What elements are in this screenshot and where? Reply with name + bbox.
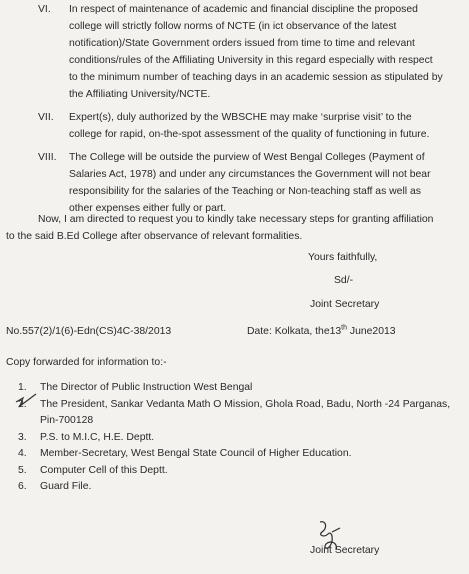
copy-item-number: 3. [18,432,27,443]
clause-number: VIII. [38,152,57,163]
memo-date-suffix: June2013 [347,326,396,337]
request-line: to the said B.Ed College after observance of relevant formalities. [6,231,303,242]
clause-line: Expert(s), duly authorized by the WBSCHE may make ‘surprise visit’ to the [69,112,412,123]
final-designation: Joint Secretary [310,545,380,556]
request-line: Now, I am directed to request you to kindly take necessary steps for granting affiliation [38,214,434,225]
signed-mark: Sd/- [334,275,354,286]
memo-date-prefix: Date: Kolkata, the13 [247,326,342,337]
clause-line: college will strictly follow norms of NCTE (in ict observance of the latest [69,21,397,32]
copy-item-text: Computer Cell of this Deptt. [40,465,168,476]
copy-item-number: 2. [18,399,27,410]
clause-line: The College will be outside the purview of West Bengal Colleges (Payment of [69,152,425,163]
clause-line: the Affiliating University/NCTE. [69,89,211,100]
copy-item-number: 1. [18,382,27,393]
clause-line: other expenses either fully or part. [69,203,227,214]
copy-item-text: Member-Secretary, West Bengal State Council of Higher Education. [40,448,352,459]
yours-faithfully: Yours faithfully, [308,252,378,263]
copy-item-text: The President, Sankar Vedanta Math O Mission, Ghola Road, Badu, North -24 Parganas, [40,399,451,410]
copy-item-text: P.S. to M.I.C, H.E. Deptt. [40,432,155,443]
closing-designation: Joint Secretary [310,299,380,310]
copy-item-number: 5. [18,465,27,476]
clause-line: notification)/State Government orders issued from time to time and relevant [69,38,415,49]
handwritten-tick-mark [14,392,38,408]
copy-item-number: 4. [18,448,27,459]
clause-line: In respect of maintenance of academic and financial discipline the proposed [69,4,418,15]
clause-number: VI. [38,4,51,15]
clause-line: conditions/rules of the Affiliating University in this regard especially with respect [69,55,433,66]
copy-item-text: The Director of Public Instruction West Bengal [40,382,253,393]
memo-date [247,324,396,341]
clause-line: to the minimum number of teaching days in an academic session as stipulated by [69,72,443,83]
clause-line: college for rapid, on-the-spot assessment of the quality of functioning in future. [69,129,430,140]
copy-heading: Copy forwarded for information to:- [6,357,167,368]
copy-item-text: Guard File. [40,481,92,492]
memo-number: No.557(2)/1(6)-Edn(CS)4C-38/2013 [6,326,172,337]
clause-number: VII. [38,112,54,123]
clause-line: Salaries Act, 1978) and under any circumstances the Government will not bear [69,169,431,180]
copy-item-text: Pin-700128 [40,415,94,426]
clause-line: responsibility for the salaries of the Teaching or Non-teaching staff as well as [69,186,421,197]
memo-date-sup: th [341,324,347,332]
copy-item-number: 6. [18,481,27,492]
